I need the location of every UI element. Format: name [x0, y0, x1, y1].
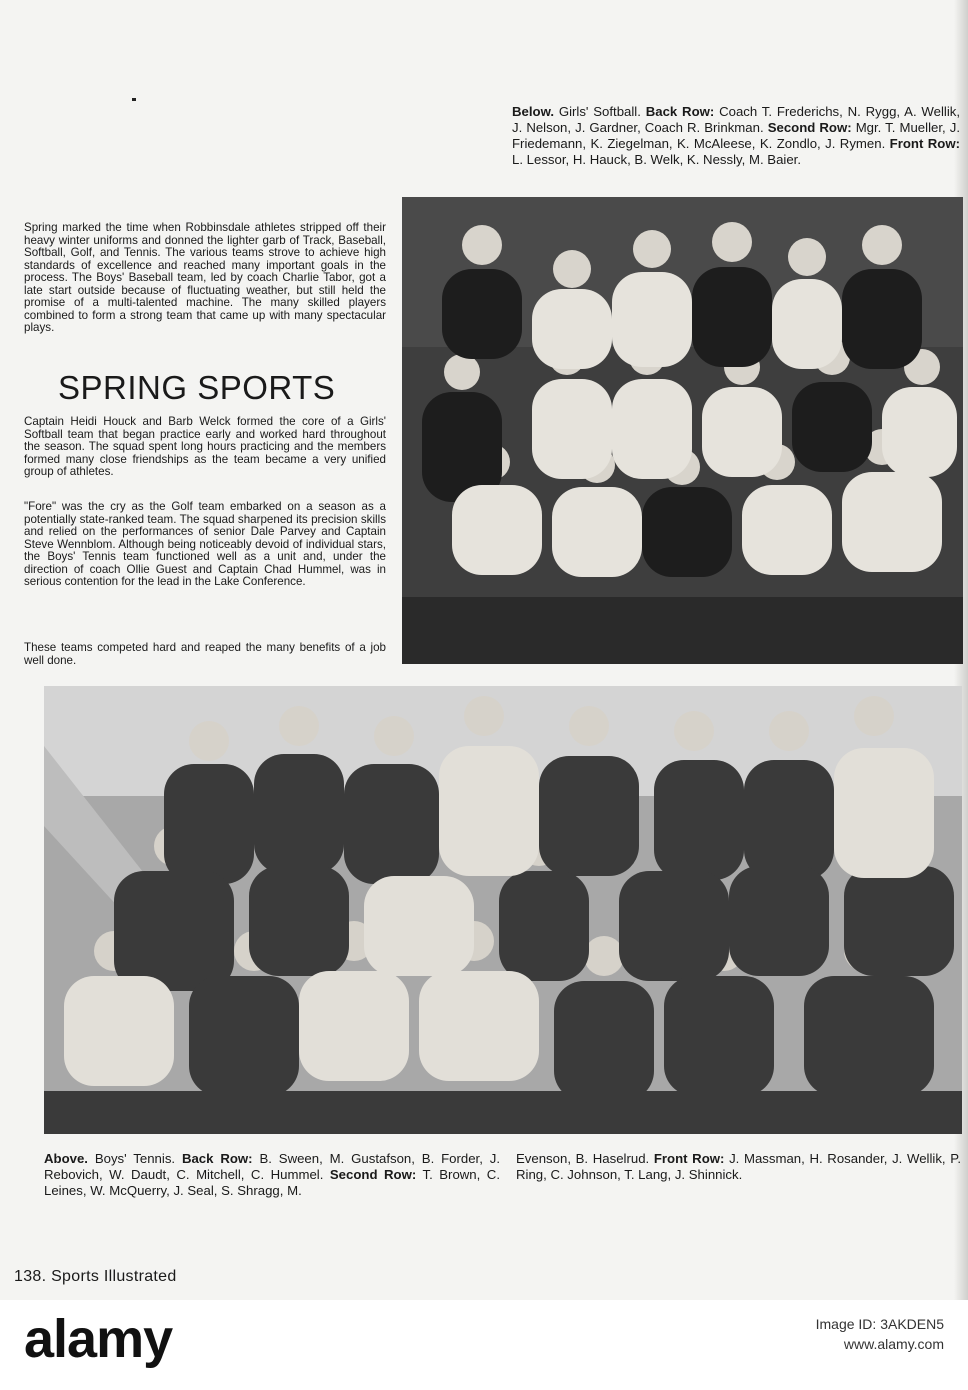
caption-row-label: Second Row: [329, 1167, 417, 1182]
article-paragraph: Spring marked the time when Robbinsdale athletes stripped off their heavy winter uniforms and donned the lighter garb of Track, Baseball, Softball, Golf, and Tennis. The various teams strove to achieve high standards of excellence and reached many important goals in the process. The Boys' Baseball team, led by coach Charlie Tabor, got a late start outside because of fluctuating weather, but still held the promise of a multi-talented machine. The many skilled players combined to form a strong team that came up with many spectacular plays. [24, 221, 386, 334]
footer-meta [816, 1314, 944, 1354]
caption-row-label: Back Row: [181, 1151, 253, 1166]
tennis-caption-left [44, 1151, 500, 1199]
article-paragraph: These teams competed hard and reaped the many benefits of a job well done. [24, 641, 386, 667]
image-id: Image ID: 3AKDEN5 [815, 1316, 944, 1332]
caption-lead: Below. [512, 104, 555, 119]
caption-team: Girls' Softball. [554, 104, 646, 119]
softball-team-photo [402, 197, 963, 664]
caption-row-label: Front Row: [653, 1151, 725, 1166]
caption-row-names: Coach T. Frederichs, N. Rygg, A. Wellik, J. Nelson, J. Gardner, Coach R. Brinkman. [512, 104, 961, 135]
caption-row-names: B. Sween, M. Gustafson, B. Forder, J. Rebovich, W. Daudt, C. Mitchell, C. Hummel. [44, 1151, 501, 1182]
caption-row-names: J. Massman, H. Rosander, J. Wellik, P. Ring, C. Johnson, T. Lang, J. Shinnick. [516, 1151, 961, 1182]
caption-row-label: Front Row: [889, 136, 960, 151]
print-speck [132, 98, 136, 101]
caption-team: Boys' Tennis. [87, 1151, 182, 1166]
caption-row-label: Back Row: [645, 104, 715, 119]
softball-photo-figures [402, 197, 963, 664]
article-paragraph: "Fore" was the cry as the Golf team embarked on a season as a potentially state-ranked team. The squad sharpened its precision skills and relied on the performances of senior Dale Parvey and Captain Steve Wennblom. Although being noticeably devoid of individual stars, the Boys' Tennis team functioned well as a unit and, under the direction of coach Ollie Guest and Captain Chad Hummel, was in serious contention for the lead in the Lake Conference. [24, 500, 386, 588]
caption-row-names: Mgr. T. Mueller, J. Friedemann, K. Ziegelman, K. McAleese, K. Zondlo, J. Rymen. [512, 120, 960, 151]
alamy-logo: alamy [24, 1309, 173, 1369]
tennis-caption-right [516, 1151, 961, 1183]
tennis-team-photo [44, 686, 962, 1134]
article-paragraph: Captain Heidi Houck and Barb Welck formed the core of a Girls' Softball team that began practice early and worked hard throughout the season. The squad spent long hours practicing and the members formed many close friendships as the team became a very unified group of athletes. [24, 415, 386, 478]
caption-row-names: L. Lessor, H. Hauck, B. Welk, K. Nessly, M. Baier. [512, 152, 801, 167]
caption-row-label: Second Row: [767, 120, 852, 135]
page-folio: 138. Sports Illustrated [14, 1268, 177, 1285]
caption-lead: Above. [44, 1151, 88, 1166]
tennis-photo-figures [44, 686, 962, 1134]
caption-row-names: T. Brown, C. Leines, W. McQuerry, J. Seal, S. Shragg, M. [44, 1167, 500, 1198]
page-title: SPRING SPORTS [58, 369, 336, 406]
site-url: www.alamy.com [843, 1336, 944, 1352]
caption-row-names: Evenson, B. Haselrud. [516, 1151, 654, 1166]
softball-caption [512, 104, 960, 168]
